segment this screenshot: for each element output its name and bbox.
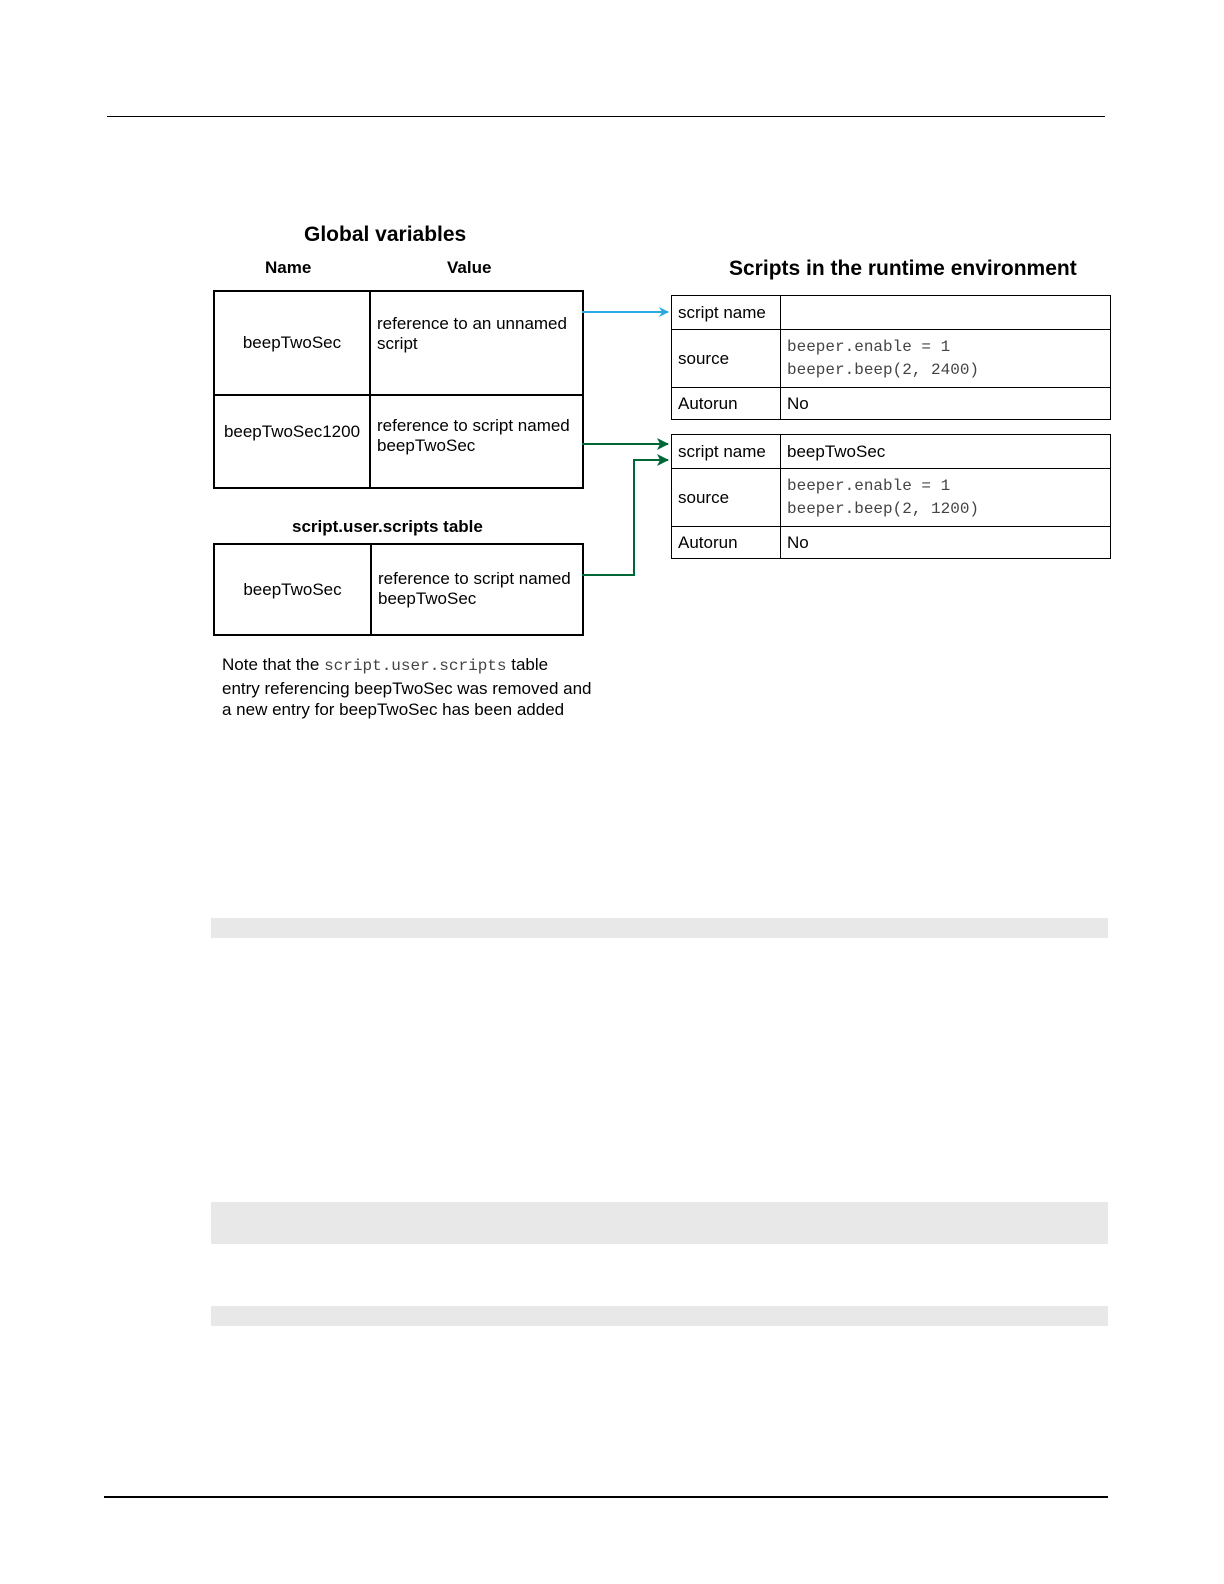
global-variables-title: Global variables [304,223,467,246]
user-scripts-table-title: script.user.scripts table [292,517,483,536]
value-line: reference to script named [377,416,570,435]
source-line: beeper.beep(2, 2400) [787,360,980,379]
value-line: reference to script named [378,569,571,588]
global-var-name: beepTwoSec [214,291,370,395]
user-script-name: beepTwoSec [214,544,371,635]
script-name-label: script name [672,435,781,469]
arrow-user-script [582,460,668,575]
autorun-value: No [781,388,1111,420]
value-line: beepTwoSec [377,436,476,455]
source-label: source [672,330,781,388]
source-line: beeper.beep(2, 1200) [787,499,980,518]
autorun-label: Autorun [672,527,781,559]
value-line: script [377,334,418,353]
column-header-value: Value [447,258,492,277]
source-line: beeper.enable = 1 [787,337,951,356]
script-name-label: script name [672,296,781,330]
script-name-value: beepTwoSec [781,435,1111,469]
note-prefix: Note that the [222,655,325,674]
source-label: source [672,469,781,527]
autorun-value: No [781,527,1111,559]
autorun-label: Autorun [672,388,781,420]
note-code: script.user.scripts [324,657,507,675]
runtime-title: Scripts in the runtime environment [729,257,1077,280]
note-line: a new entry for beepTwoSec has been added [222,700,565,719]
value-line: reference to an unnamed [377,314,567,333]
column-header-name: Name [265,258,312,277]
source-line: beeper.enable = 1 [787,476,951,495]
value-line: beepTwoSec [378,589,477,608]
global-var-name: beepTwoSec1200 [214,395,370,488]
note-suffix: table [506,655,549,674]
note-line: entry referencing beepTwoSec was removed and [222,679,592,698]
